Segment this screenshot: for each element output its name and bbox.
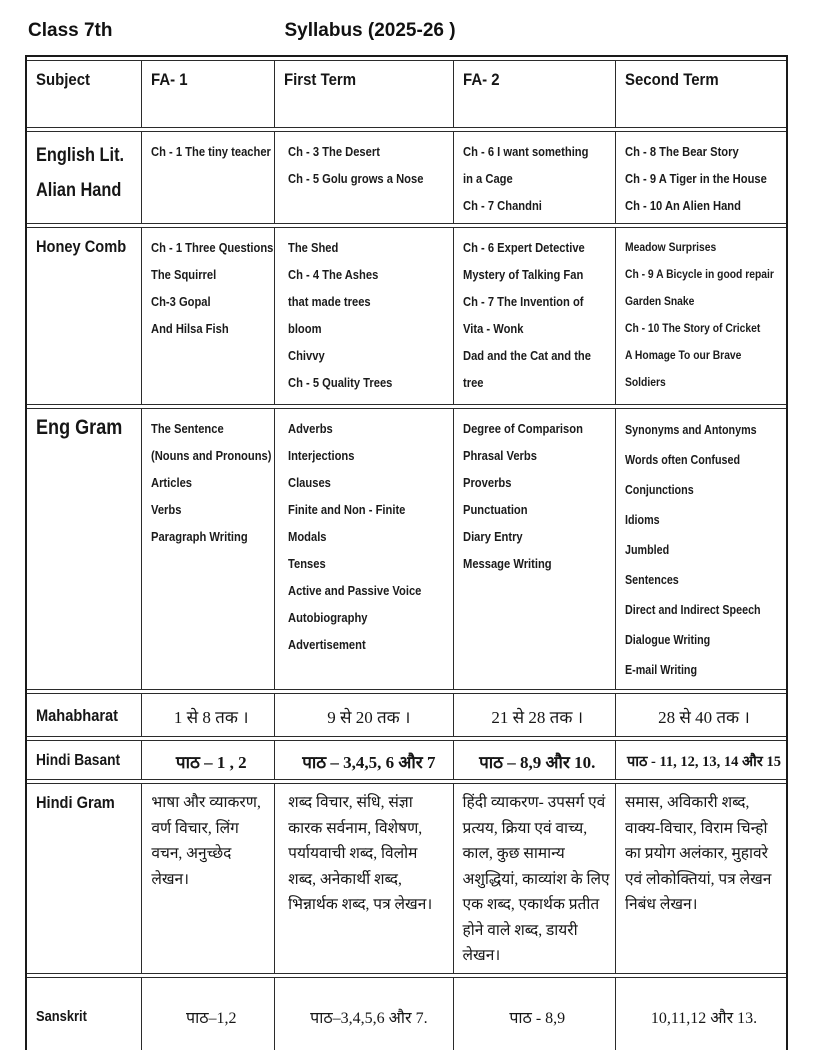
cell-line: पाठ - 11, 12, 13, 14 और 15: [626, 754, 781, 770]
cell-line: Chivvy: [288, 348, 325, 363]
cell-line: Ch - 6 I want something: [462, 144, 589, 159]
fa2-cell-honey-comb: [454, 227, 616, 405]
subject-line: Alian Hand: [36, 180, 122, 201]
subject-cell-english-lit: [27, 131, 142, 224]
cell-line: tree: [462, 375, 484, 390]
cell-line: Idioms: [624, 513, 660, 527]
column-header-label: FA- 1: [151, 70, 188, 89]
cell-line: पाठ–3,4,5,6 और 7.: [310, 1009, 428, 1027]
first-term-cell-hindi-basant: [275, 740, 453, 780]
column-header-label: First Term: [284, 70, 357, 89]
cell-line: Dad and the Cat and the: [462, 348, 591, 363]
subject-cell-honey-comb: [27, 227, 142, 405]
cell-line: Garden Snake: [624, 294, 695, 308]
table-row-hindi-basant: [27, 740, 786, 780]
cell-line: Ch - 8 The Bear Story: [624, 144, 739, 159]
cell-line: शब्द विचार, संधि, संज्ञा कारक सर्वनाम, विशेषण, पर्यायवाची शब्द, विलोम शब्द, अनेकार्थी शब्द, भिन्नार्थक शब्द, पत्र लेखन।: [288, 794, 433, 913]
cell-line: Ch - 5 Quality Trees: [288, 375, 393, 390]
cell-line: Phrasal Verbs: [462, 448, 537, 463]
cell-line: 10,11,12 और 13.: [650, 1009, 758, 1027]
second-term-cell-hindi-gram: [616, 783, 786, 974]
syllabus-title: Syllabus (2025-26 ): [284, 20, 456, 41]
cell-line: Ch - 7 The Invention of: [462, 294, 584, 309]
cell-line: E-mail Writing: [624, 663, 698, 677]
second-term-cell-honey-comb: [616, 227, 786, 405]
cell-line: पाठ – 8,9 और 10.: [479, 752, 596, 772]
fa1-cell-hindi-basant: [142, 740, 275, 780]
column-header-label: Subject: [36, 70, 91, 89]
column-header-label: Second Term: [624, 70, 719, 89]
cell-line: bloom: [288, 321, 322, 336]
table-row-sanskrit: [27, 977, 786, 1050]
cell-line: Ch - 3 The Desert: [288, 144, 381, 159]
cell-line: Ch - 10 The Story of Cricket: [624, 321, 761, 335]
cell-line: Tenses: [288, 556, 326, 571]
subject-line: Honey Comb: [36, 237, 127, 256]
column-header-second-term: [616, 60, 786, 128]
cell-line: Advertisement: [288, 637, 366, 652]
cell-line: Ch - 9 A Bicycle in good repair: [624, 267, 774, 281]
first-term-cell-eng-gram: [275, 408, 453, 690]
column-header-fa1: [142, 60, 275, 128]
fa2-cell-hindi-gram: [454, 783, 616, 974]
cell-line: Conjunctions: [624, 483, 694, 497]
table-header-row: [27, 60, 786, 128]
cell-line: Ch - 1 The tiny teacher: [151, 144, 272, 159]
cell-line: 1 से 8 तक ।: [173, 707, 249, 727]
subject-cell-hindi-gram: [27, 783, 142, 974]
fa2-cell-mahabharat: [454, 693, 616, 737]
column-header-fa2: [454, 60, 616, 128]
syllabus-table: [25, 55, 788, 1050]
cell-line: समास, अविकारी शब्द, वाक्य-विचार, विराम चिन्हो का प्रयोग अलंकार, मुहावरे एवं लोकोक्तियां, पत्र लेखन निबंध लेखन।: [624, 794, 772, 913]
cell-line: The Shed: [288, 240, 339, 255]
cell-line: And Hilsa Fish: [151, 321, 230, 336]
cell-line: Message Writing: [462, 556, 552, 571]
subject-cell-mahabharat: [27, 693, 142, 737]
fa1-cell-honey-comb: [142, 227, 275, 405]
table-row-hindi-gram: [27, 783, 786, 974]
cell-line: Meadow Surprises: [624, 240, 717, 254]
cell-line: The Squirrel: [151, 267, 217, 282]
cell-line: Ch - 5 Golu grows a Nose: [288, 171, 424, 186]
subject-cell-sanskrit: [27, 977, 142, 1050]
cell-line: पाठ - 8,9: [509, 1009, 566, 1027]
fa2-cell-sanskrit: [454, 977, 616, 1050]
cell-line: Ch-3 Gopal: [151, 294, 211, 309]
cell-line: that made trees: [288, 294, 371, 309]
cell-line: 21 से 28 तक ।: [491, 707, 584, 727]
fa2-cell-eng-gram: [454, 408, 616, 690]
cell-line: Synonyms and Antonyms: [624, 423, 757, 437]
table-row-honey-comb: [27, 227, 786, 405]
table-row-eng-gram: [27, 408, 786, 690]
cell-line: Proverbs: [462, 475, 512, 490]
second-term-cell-eng-gram: [616, 408, 786, 690]
cell-line: Ch - 1 Three Questions: [151, 240, 274, 255]
cell-line: Words often Confused: [624, 453, 741, 467]
cell-line: Dialogue Writing: [624, 633, 711, 647]
second-term-cell-english-lit: [616, 131, 786, 224]
cell-line: Active and Passive Voice: [288, 583, 422, 598]
fa2-cell-english-lit: [454, 131, 616, 224]
fa2-cell-hindi-basant: [454, 740, 616, 780]
fa1-cell-hindi-gram: [142, 783, 275, 974]
cell-line: Vita - Wonk: [462, 321, 523, 336]
cell-line: पाठ – 3,4,5, 6 और 7: [302, 752, 436, 772]
cell-line: A Homage To our Brave: [624, 348, 742, 362]
cell-line: Ch - 4 The Ashes: [288, 267, 379, 282]
column-header-label: FA- 2: [462, 70, 500, 89]
subject-line: Hindi Basant: [36, 752, 121, 769]
cell-line: (Nouns and Pronouns): [151, 448, 272, 463]
cell-line: पाठ–1,2: [186, 1009, 237, 1027]
first-term-cell-english-lit: [275, 131, 453, 224]
cell-line: Direct and Indirect Speech: [624, 603, 761, 617]
page-title-bar: [0, 0, 814, 55]
cell-line: Verbs: [151, 502, 182, 517]
cell-line: Punctuation: [462, 502, 528, 517]
cell-line: 28 से 40 तक ।: [658, 707, 750, 727]
fa1-cell-mahabharat: [142, 693, 275, 737]
fa1-cell-english-lit: [142, 131, 275, 224]
cell-line: Jumbled: [624, 543, 670, 557]
first-term-cell-mahabharat: [275, 693, 453, 737]
cell-line: पाठ – 1 , 2: [175, 752, 247, 772]
subject-line: English Lit.: [36, 145, 125, 166]
cell-line: Interjections: [288, 448, 355, 463]
cell-line: Diary Entry: [462, 529, 523, 544]
cell-line: Adverbs: [288, 421, 333, 436]
cell-line: भाषा और व्याकरण, वर्ण विचार, लिंग वचन, अनुच्छेद लेखन।: [151, 794, 261, 888]
cell-line: Degree of Comparison: [462, 421, 583, 436]
first-term-cell-hindi-gram: [275, 783, 453, 974]
fa1-cell-sanskrit: [142, 977, 275, 1050]
cell-line: Ch - 10 An Alien Hand: [624, 198, 741, 213]
cell-line: Modals: [288, 529, 327, 544]
cell-line: Paragraph Writing: [151, 529, 249, 544]
second-term-cell-mahabharat: [616, 693, 786, 737]
subject-line: Sanskrit: [36, 1007, 87, 1025]
cell-line: 9 से 20 तक ।: [327, 707, 411, 727]
cell-line: Mystery of Talking Fan: [462, 267, 583, 282]
subject-line: Eng Gram: [36, 416, 123, 439]
cell-line: Soldiers: [624, 375, 666, 389]
subject-cell-eng-gram: [27, 408, 142, 690]
cell-line: Ch - 7 Chandni: [462, 198, 542, 213]
cell-line: Ch - 9 A Tiger in the House: [624, 171, 767, 186]
column-header-subject: [27, 60, 142, 128]
second-term-cell-hindi-basant: [616, 740, 786, 780]
cell-line: in a Cage: [462, 171, 513, 186]
cell-line: Clauses: [288, 475, 332, 490]
cell-line: Sentences: [624, 573, 679, 587]
class-label: Class 7th: [28, 20, 113, 41]
subject-line: Hindi Gram: [36, 793, 115, 812]
first-term-cell-honey-comb: [275, 227, 453, 405]
subject-line: Mahabharat: [36, 706, 119, 725]
column-header-first-term: [275, 60, 453, 128]
cell-line: Finite and Non - Finite: [288, 502, 406, 517]
first-term-cell-sanskrit: [275, 977, 453, 1050]
second-term-cell-sanskrit: [616, 977, 786, 1050]
table-row-mahabharat: [27, 693, 786, 737]
cell-line: The Sentence: [151, 421, 225, 436]
cell-line: Autobiography: [288, 610, 368, 625]
subject-cell-hindi-basant: [27, 740, 142, 780]
table-row-english-lit: [27, 131, 786, 224]
cell-line: Articles: [151, 475, 193, 490]
fa1-cell-eng-gram: [142, 408, 275, 690]
cell-line: Ch - 6 Expert Detective: [462, 240, 585, 255]
cell-line: हिंदी व्याकरण- उपसर्ग एवं प्रत्यय, क्रिया एवं वाच्य, काल, कुछ सामान्य अशुद्धियां, काव्यांश के लिए एक शब्द, एकार्थक प्रतीत होने वाले शब्द, डायरी लेखन।: [462, 794, 610, 964]
